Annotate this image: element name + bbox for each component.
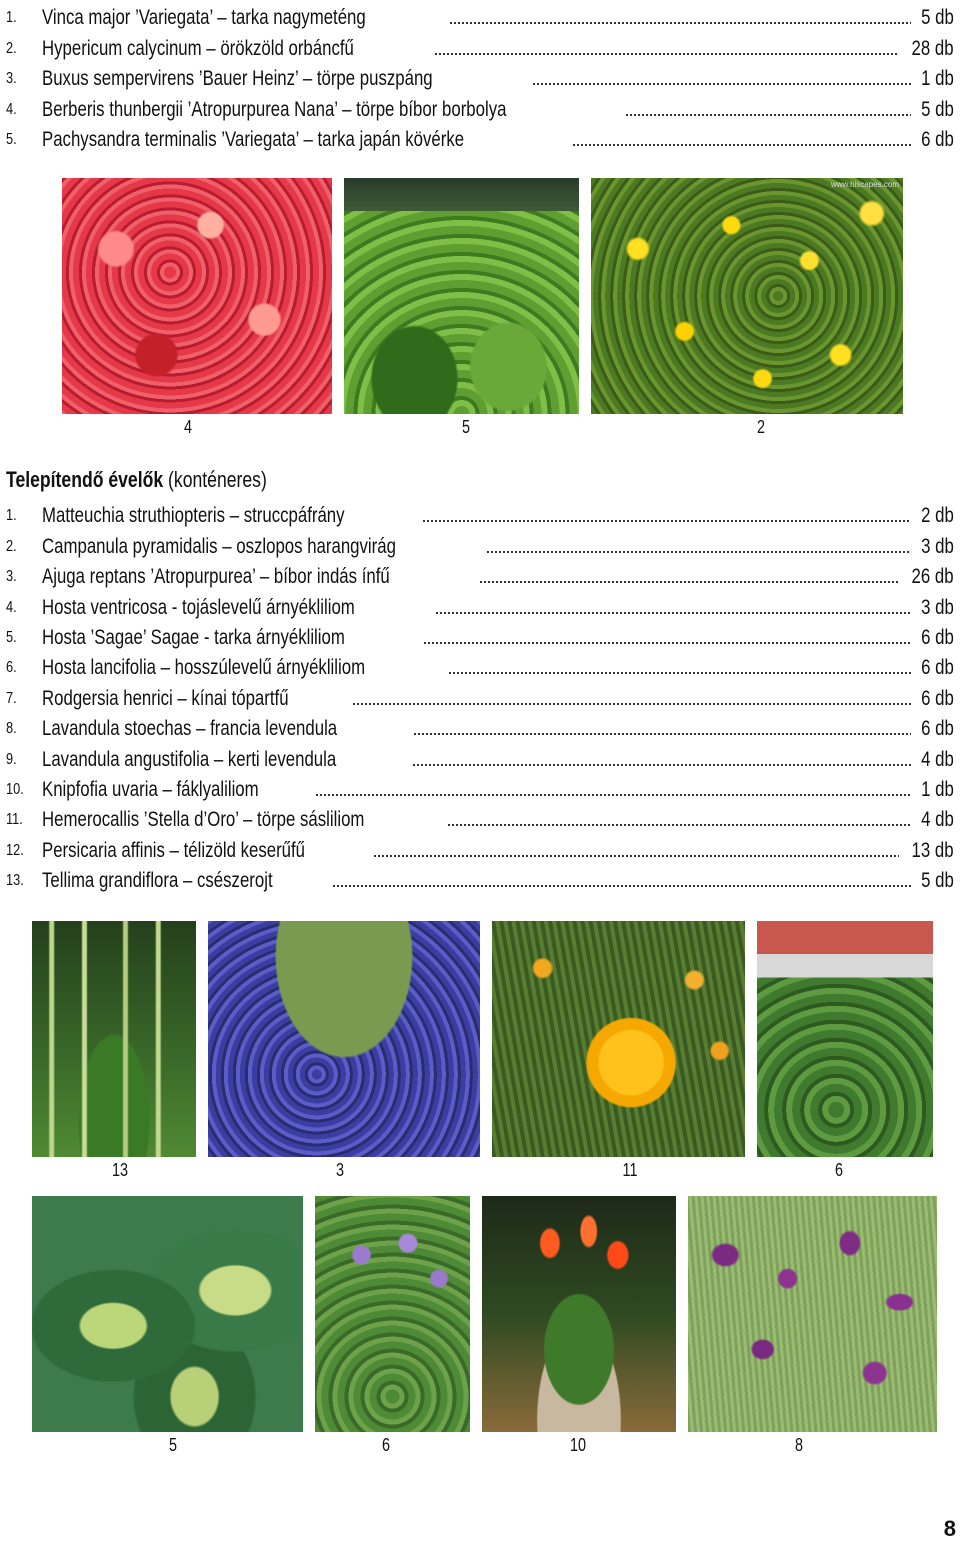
section-title: [6, 466, 267, 494]
leader-dots: [352, 702, 911, 706]
item-quantity: 26 db: [911, 565, 954, 589]
item-number: 2.: [6, 39, 17, 57]
photo-caption: 6: [834, 1160, 843, 1180]
item-quantity: 6 db: [921, 625, 954, 649]
leader-dots: [423, 641, 912, 645]
photo-tellima: [32, 921, 196, 1157]
item-name: Persicaria affinis – télizöld keserűfű: [42, 838, 306, 862]
item-quantity: 5 db: [921, 97, 954, 121]
leader-dots: [572, 143, 912, 147]
perennial-list: [6, 498, 954, 893]
item-name: Lavandula stoechas – francia levendula: [42, 717, 338, 741]
list-item: [6, 832, 954, 862]
leader-dots: [434, 52, 900, 56]
photo-hosta-lancifolia: [315, 1196, 470, 1432]
item-quantity: 6 db: [921, 656, 954, 680]
photo-caption: 6: [381, 1435, 390, 1455]
item-quantity: 4 db: [921, 808, 954, 832]
shrub-list: [6, 0, 954, 152]
list-item: [6, 0, 954, 30]
leader-dots: [532, 82, 911, 86]
item-name: Matteuchia struthiopteris – struccpáfrány: [42, 504, 345, 528]
list-item: [6, 680, 954, 710]
leader-dots: [435, 611, 911, 615]
list-item: [6, 91, 954, 121]
item-number: 7.: [6, 689, 17, 707]
photo-caption: 5: [461, 417, 470, 437]
item-name: Pachysandra terminalis ’Variegata’ – tarka japán kövérke: [42, 127, 465, 151]
item-number: 3.: [6, 568, 17, 586]
item-number: 1.: [6, 9, 17, 27]
photo-caption: 13: [111, 1160, 129, 1180]
photo-watermark: www.hiscapes.com: [830, 180, 899, 189]
item-number: 11.: [6, 811, 23, 829]
item-number: 3.: [6, 70, 17, 88]
list-item: [6, 498, 954, 528]
item-name: Campanula pyramidalis – oszlopos harangvirág: [42, 534, 396, 558]
list-item: [6, 741, 954, 771]
item-quantity: 6 db: [921, 717, 954, 741]
leader-dots: [422, 519, 911, 523]
item-number: 5.: [6, 628, 17, 646]
leader-dots: [448, 671, 911, 675]
leader-dots: [413, 732, 911, 736]
section-title-bold: Telepítendő évelők: [6, 467, 164, 492]
photo-caption: 8: [794, 1435, 803, 1455]
photo-caption: 3: [335, 1160, 344, 1180]
item-name: Hosta ’Sagae’ Sagae - tarka árnyékliliom: [42, 625, 345, 649]
item-quantity: 6 db: [921, 686, 954, 710]
photo-caption: 10: [569, 1435, 587, 1455]
leader-dots: [315, 793, 911, 797]
item-number: 2.: [6, 537, 17, 555]
item-name: Vinca major ’Variegata’ – tarka nagymeténg: [42, 6, 366, 30]
list-item: [6, 30, 954, 60]
item-name: Hemerocallis ’Stella d’Oro’ – törpe sásliliom: [42, 808, 365, 832]
list-item: [6, 589, 954, 619]
item-number: 10.: [6, 780, 24, 798]
leader-dots: [412, 763, 911, 767]
item-quantity: 1 db: [921, 777, 954, 801]
item-name: Knipfofia uvaria – fáklyaliliom: [42, 777, 259, 801]
photo-pachysandra: [344, 178, 579, 414]
leader-dots: [625, 113, 912, 117]
leader-dots: [486, 550, 911, 554]
list-item: [6, 122, 954, 152]
item-number: 12.: [6, 841, 24, 859]
item-number: 4.: [6, 100, 17, 118]
item-name: Tellima grandiflora – csészerojt: [42, 869, 273, 893]
item-number: 9.: [6, 750, 17, 768]
list-item: [6, 772, 954, 802]
list-item: [6, 863, 954, 893]
photo-caption: 5: [168, 1435, 177, 1455]
item-number: 13.: [6, 872, 24, 890]
photo-kniphofia: [482, 1196, 676, 1432]
leader-dots: [447, 823, 911, 827]
item-number: 4.: [6, 598, 17, 616]
photo-hypericum: [591, 178, 903, 414]
list-item: [6, 528, 954, 558]
list-item: [6, 650, 954, 680]
list-item: [6, 802, 954, 832]
item-quantity: 13 db: [911, 838, 954, 862]
item-quantity: 28 db: [911, 36, 954, 60]
page-number: 8: [943, 1516, 956, 1541]
item-quantity: 1 db: [921, 67, 954, 91]
photo-hosta-sagae: [757, 921, 933, 1157]
item-number: 1.: [6, 507, 17, 525]
item-name: Hypericum calycinum – örökzöld orbáncfű: [42, 36, 354, 60]
item-quantity: 4 db: [921, 747, 954, 771]
item-name: Berberis thunbergii ’Atropurpurea Nana’ – törpe bíbor borbolya: [42, 97, 507, 121]
leader-dots: [449, 21, 911, 25]
item-name: Hosta ventricosa - tojáslevelű árnyékliliom: [42, 595, 355, 619]
item-name: Ajuga reptans ’Atropurpurea’ – bíbor indás ínfű: [42, 565, 390, 589]
photo-berberis: [62, 178, 332, 414]
item-quantity: 3 db: [921, 534, 954, 558]
section-title-note: (konténeres): [163, 467, 267, 492]
photo-caption: 4: [183, 417, 192, 437]
item-name: Rodgersia henrici – kínai tópartfű: [42, 686, 289, 710]
list-item: [6, 61, 954, 91]
photo-hemerocallis: [492, 921, 745, 1157]
item-number: 6.: [6, 659, 17, 677]
list-item: [6, 620, 954, 650]
item-name: Lavandula angustifolia – kerti levendula: [42, 747, 337, 771]
item-quantity: 2 db: [921, 504, 954, 528]
item-quantity: 5 db: [921, 6, 954, 30]
item-name: Buxus sempervirens ’Bauer Heinz’ – törpe puszpáng: [42, 67, 433, 91]
leader-dots: [373, 854, 900, 858]
item-number: 8.: [6, 720, 17, 738]
photo-ajuga: [208, 921, 480, 1157]
leader-dots: [332, 884, 911, 888]
item-quantity: 6 db: [921, 127, 954, 151]
item-quantity: 5 db: [921, 869, 954, 893]
list-item: [6, 559, 954, 589]
leader-dots: [479, 580, 900, 584]
item-name: Hosta lancifolia – hosszúlevelű árnyékliliom: [42, 656, 366, 680]
item-number: 5.: [6, 130, 17, 148]
photo-caption: 2: [756, 417, 765, 437]
photo-caption: 11: [622, 1160, 638, 1180]
list-item: [6, 711, 954, 741]
photo-hosta-ventricosa: [32, 1196, 303, 1432]
photo-lavandula: [688, 1196, 937, 1432]
item-quantity: 3 db: [921, 595, 954, 619]
